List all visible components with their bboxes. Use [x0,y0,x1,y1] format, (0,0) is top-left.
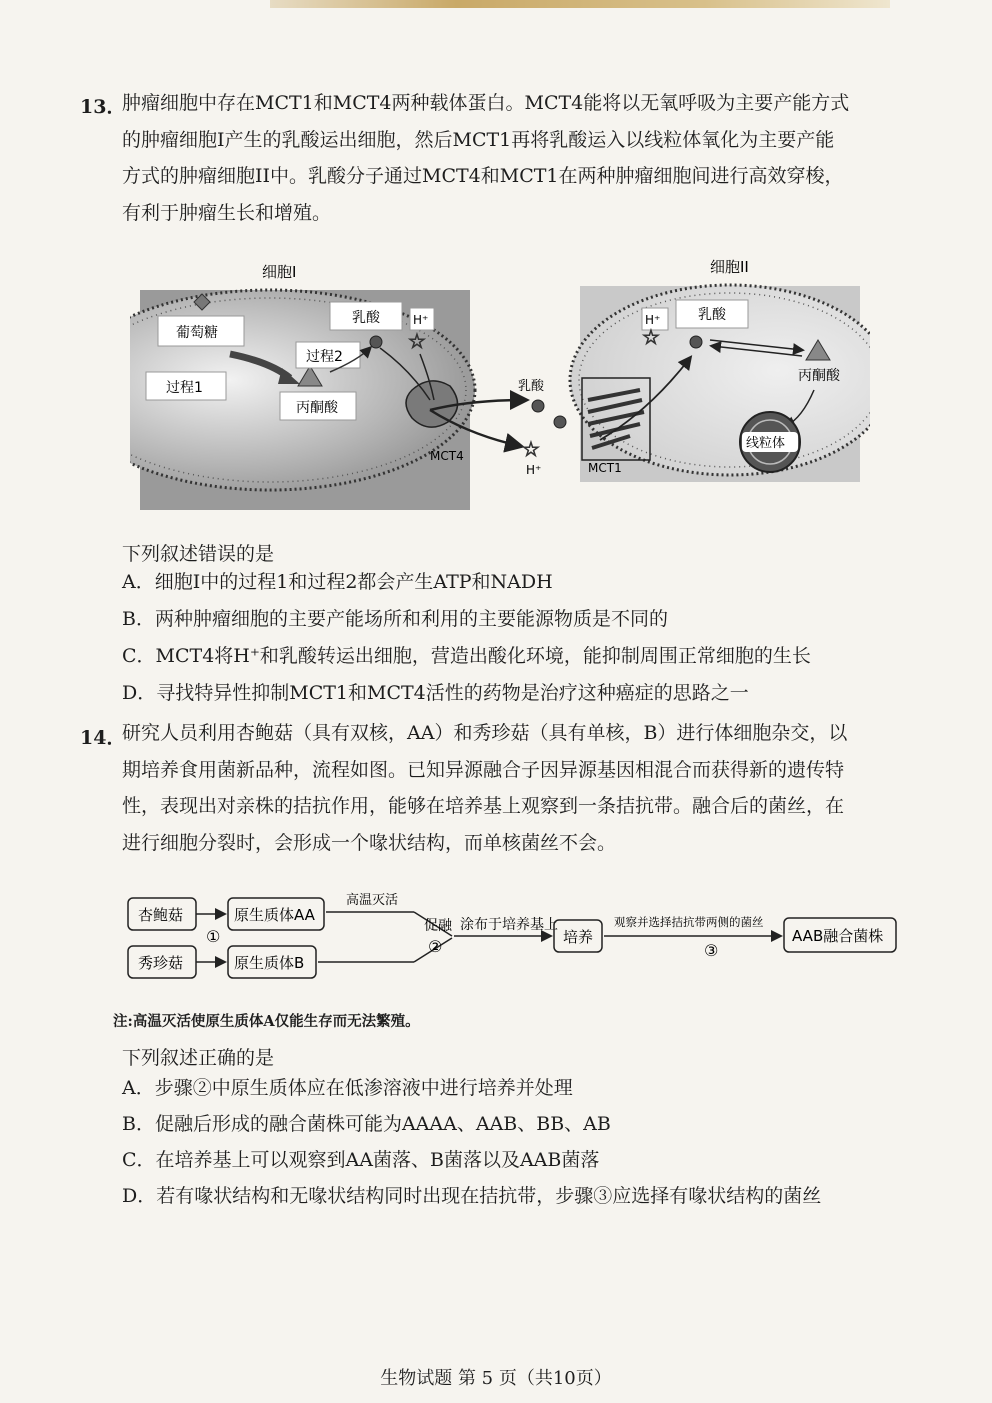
lactate-mid-dot-icon [532,400,544,412]
q14-line: 进行细胞分裂时，会形成一个喙状结构，而单核菌丝不会。 [122,831,617,854]
process1-label: 过程1 [166,380,203,396]
pyruvate1-label: 丙酮酸 [296,400,338,416]
glucose-label: 葡萄糖 [176,325,218,341]
pyruvate2-label: 丙酮酸 [798,368,840,384]
step2-label: ② [428,937,443,956]
mct1-label: MCT1 [588,461,622,475]
q14-option-a[interactable]: A．步骤②中原生质体应在低渗溶液中进行培养并处理 [122,1077,573,1099]
q14-flowchart [120,880,910,990]
q14-option-c[interactable]: C．在培养基上可以观察到AA菌落、B菌落以及AAB菌落 [122,1149,600,1171]
heat-label: 高温灭活 [346,893,399,908]
lactate2-dot-icon [690,336,702,348]
hplus1-label: H⁺ [413,313,429,327]
label-culture: 培养 [563,928,594,946]
q13-line: 方式的肿瘤细胞II中。乳酸分子通过MCT4和MCT1在两种肿瘤细胞间进行高效穿梭， [122,165,844,187]
label-protoplast-aa: 原生质体AA [234,906,315,924]
cell1-title: 细胞I [262,263,297,281]
q13-text [122,85,849,231]
q13-cell-diagram [130,250,870,520]
q13-option-a[interactable]: A．细胞I中的过程1和过程2都会产生ATP和NADH [122,571,553,593]
q14-option-b[interactable]: B．促融后形成的融合菌株可能为AAAA、AAB、BB、AB [122,1113,611,1135]
hplus-mid-star-icon: ☆ [522,437,540,461]
q13-line: 肿瘤细胞中存在MCT1和MCT4两种载体蛋白。MCT4能将以无氧呼吸为主要产能方式 [122,92,850,114]
hplus2-star-icon: ☆ [642,325,660,349]
q14-line: 研究人员利用杏鲍菇（具有双核，AA）和秀珍菇（具有单核，B）进行体细胞杂交，以 [122,722,848,744]
label-protoplast-b: 原生质体B [234,954,305,972]
q14-line: 性，表现出对亲株的拮抗作用，能够在培养基上观察到一条拮抗带。融合后的菌丝，在 [122,795,845,817]
lactate2-label: 乳酸 [698,307,726,323]
q14-stem: 下列叙述正确的是 [122,1047,275,1069]
step3-label: ③ [704,941,719,960]
hplus2-label: H⁺ [645,313,661,327]
hplus-mid-label: H⁺ [526,463,542,477]
q14-line: 期培养食用菌新品种，流程如图。已知异源融合子因异源基因相混合而获得新的遗传特 [122,758,845,781]
fuse-label: 促融 [424,918,452,934]
q14-option-d[interactable]: D．若有喙状结构和无喙状结构同时出现在拮抗带，步骤③应选择有喙状结构的菌丝 [122,1185,822,1207]
q13-line: 的肿瘤细胞I产生的乳酸运出细胞，然后MCT1再将乳酸运入以线粒体氧化为主要产能 [122,128,835,151]
q13-stem: 下列叙述错误的是 [122,543,275,565]
cell2-title: 细胞II [710,258,749,276]
lactate1-label: 乳酸 [352,310,380,326]
q13-option-b[interactable]: B．两种肿瘤细胞的主要产能场所和利用的主要能源物质是不同的 [122,608,668,630]
q13-line: 有利于肿瘤生长和增殖。 [122,201,332,224]
q13-option-d[interactable]: D．寻找特异性抑制MCT1和MCT4活性的药物是治疗这种癌症的思路之一 [122,682,749,704]
q14-text [122,715,847,861]
lactate1-dot-icon [370,336,382,348]
label-xingbaogu: 杏鲍菇 [138,906,184,924]
q14-number: 14． [80,727,126,749]
scan-top-edge [270,0,890,8]
lactate-mid-label: 乳酸 [518,379,545,394]
process2-label: 过程2 [306,349,343,365]
q13-option-c[interactable]: C．MCT4将H⁺和乳酸转运出细胞，营造出酸化环境，能抑制周围正常细胞的生长 [122,645,811,667]
q13-number: 13． [80,96,126,118]
label-xiuzhengu: 秀珍菇 [138,954,184,972]
observe-label: 观察并选择拮抗带两侧的菌丝 [614,915,764,929]
spread-label: 涂布于培养基上 [460,917,558,933]
q14-note: 注:高温灭活使原生质体A仅能生存而无法繁殖。 [113,1013,420,1030]
step1-label: ① [206,927,221,946]
mct4-label: MCT4 [430,449,464,463]
page-footer: 生物试题 第 5 页（共10页） [380,1368,612,1389]
hplus1-star-icon: ☆ [408,329,426,353]
label-result: AAB融合菌株 [792,927,884,945]
mitochondria-label: 线粒体 [746,436,786,451]
